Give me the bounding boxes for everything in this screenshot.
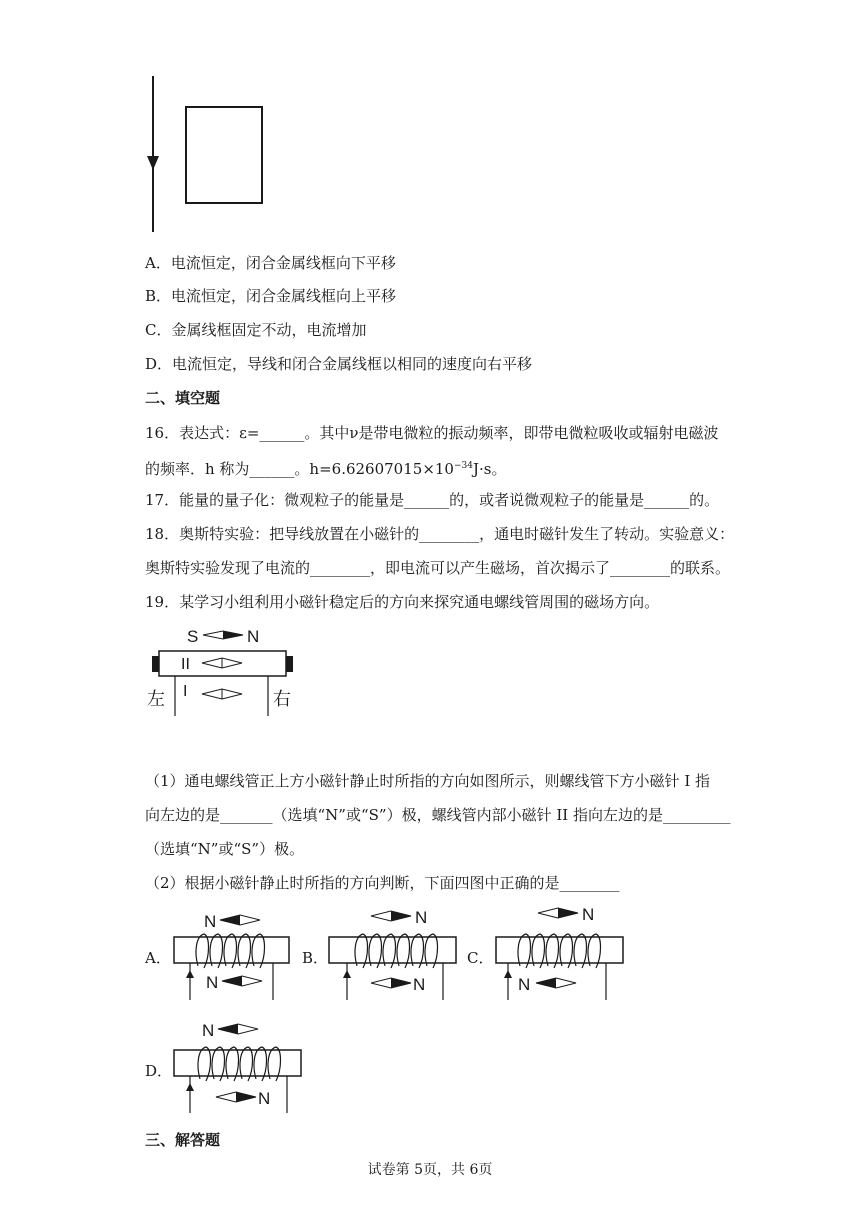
metal-frame: [186, 107, 262, 203]
q18-line2: 奥斯特实验发现了电流的________，即电流可以产生磁场，首次揭示了________的联系。: [145, 559, 731, 577]
q19-intro: 19．某学习小组利用小磁针稳定后的方向来探究通电螺线管周围的磁场方向。: [145, 593, 660, 611]
q19-part1-line3: （选填“N”或“S”）极。: [145, 840, 305, 858]
svg-text:N: N: [413, 975, 426, 994]
svg-text:N: N: [582, 905, 595, 924]
option-c: C．金属线框固定不动，电流增加: [145, 321, 367, 339]
choice-c-label: C．: [467, 949, 494, 967]
choice-a-figure: [170, 906, 295, 1004]
right-label: 右: [273, 689, 291, 710]
option-d: D．电流恒定，导线和闭合金属线框以相同的速度向右平移: [145, 355, 533, 373]
q16-line1: 16．表达式：ε=______。其中ν是带电微粒的振动频率，即带电微粒吸收或辐射电磁波: [145, 424, 719, 442]
svg-text:N: N: [415, 908, 428, 927]
svg-text:N: N: [204, 912, 217, 931]
needle-i-label: I: [183, 683, 188, 700]
q19-part1-line2: 向左边的是_______（选填“N”或“S”）极，螺线管内部小磁针 II 指向左边的是_________: [145, 806, 731, 824]
q19-part2: （2）根据小磁针静止时所指的方向判断，下面四图中正确的是________: [145, 874, 620, 892]
top-needle-n-label: N: [247, 627, 260, 646]
svg-text:N: N: [206, 973, 219, 992]
solenoid-figure: [145, 624, 305, 716]
svg-text:N: N: [518, 975, 531, 994]
choice-a-label: A．: [145, 949, 171, 967]
option-a: A．电流恒定，闭合金属线框向下平移: [145, 254, 396, 272]
choice-b-figure: [325, 904, 460, 1004]
top-needle-s-label: S: [187, 627, 199, 646]
needle-ii-label: II: [181, 656, 190, 673]
choice-b-label: B．: [302, 949, 329, 967]
section-title-fill-blank: 二、填空题: [145, 389, 221, 407]
page-footer: 试卷第 5页，共 6页: [367, 1162, 493, 1178]
choice-d-label: D．: [145, 1062, 173, 1080]
wire-frame-figure: [140, 72, 280, 237]
choice-d-figure: [170, 1017, 305, 1117]
q16-line2: 的频率．h 称为______。$h=6.62607015\times 10^{-34}J\cdot s$。: [145, 460, 507, 478]
q17-text: 17．能量的量子化：微观粒子的能量是______的，或者说微观粒子的能量是______的。: [145, 491, 720, 509]
q18-line1: 18．奥斯特实验：把导线放置在小磁针的________，通电时磁针发生了转动。实验意义：: [145, 525, 735, 543]
section-title-answer: 三、解答题: [145, 1131, 221, 1149]
svg-text:N: N: [202, 1021, 215, 1040]
current-arrow-icon: [147, 156, 159, 170]
svg-text:N: N: [258, 1089, 271, 1108]
q19-part1-line1: （1）通电螺线管正上方小磁针静止时所指的方向如图所示，则螺线管下方小磁针 I 指: [145, 772, 711, 790]
left-label: 左: [147, 689, 165, 710]
choice-c-figure: [492, 900, 627, 1004]
option-b: B．电流恒定，闭合金属线框向上平移: [145, 287, 397, 305]
